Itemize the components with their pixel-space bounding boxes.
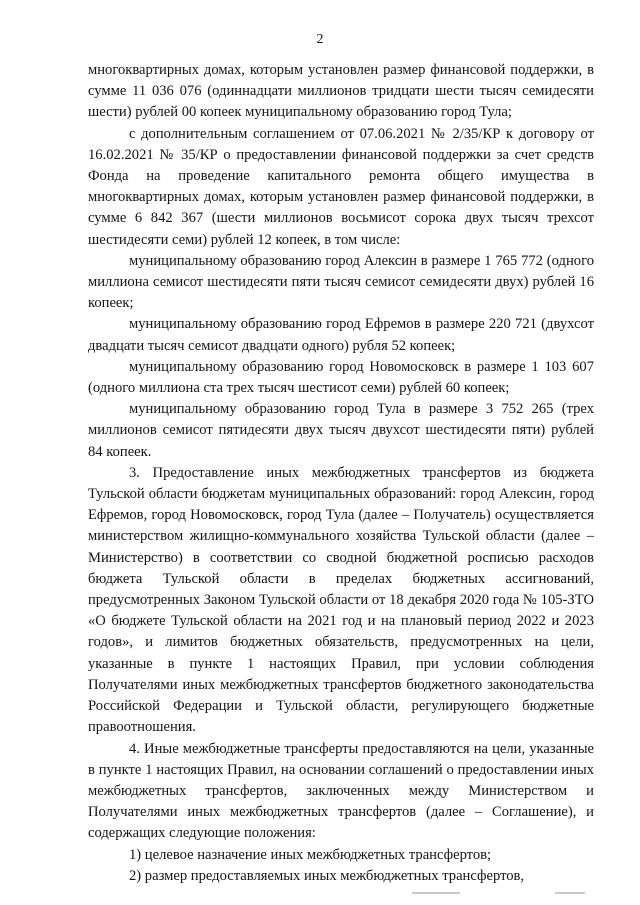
scan-smudge [555,892,585,894]
paragraph-tula: муниципальному образованию город Тула в размере 3 752 265 (трех миллионов семисот пятидесяти двух тысяч двухсот шестидесяти пяти) рублей 84 копеек. [88,401,594,460]
list-item-2: 2) размер предоставляемых иных межбюджетных трансфертов, [129,867,525,884]
paragraph-clause-3: 3. Предоставление иных межбюджетных трансфертов из бюджета Тульской области бюджетам муниципальных образований: город Алексин, город Ефремов, город Новомосковск, город Тула (далее – Получатель) осуществляется министерством жилищно-коммунального хозяйства Тульской области (далее – Министерство) в соответствии со сводной бюджетной росписью расходов бюджета Тульской области в пределах бюджетных ассигнований, предусмотренных Законом Тульской области от 18 декабря 2020 года № 105-ЗТО «О бюджете Тульской области на 2021 год и на плановый период 2022 и 2023 годов», и лимитов бюджетных обязательств, предусмотренных на цели, указанные в пункте 1 настоящих Правил, при условии соблюдения Получателями иных межбюджетных трансфертов бюджетного законодательства Российской Федерации и Тульской области, регулирующего бюджетные правоотношения. [88,464,594,736]
paragraph-supplementary-agreement: с дополнительным соглашением от 07.06.2021 № 2/35/КР к договору от 16.02.2021 № 35/КР о предоставлении финансовой поддержки за счет средств Фонда на проведение капитального ремонта общего имущества в многоквартирных домах, которым установлен размер финансовой поддержки, в сумме 6 842 367 (шести миллионов восьмисот сорока двух тысяч трехсот шестидесяти семи) рублей 12 копеек, в том числе: [88,125,594,248]
paragraph-aleksin: муниципальному образованию город Алексин в размере 1 765 772 (одного миллиона семисот шестидесяти пяти тысяч семисот семидесяти двух) рублей 16 копеек; [88,252,594,312]
paragraph-novomoskovsk: муниципальному образованию город Новомосковск в размере 1 103 607 (одного миллиона ста трех тысяч шестисот семи) рублей 60 копеек; [88,358,594,397]
scan-smudge [412,892,460,894]
document-body [88,60,594,887]
page-number: 2 [316,32,324,47]
paragraph-continuation: многоквартирных домах, которым установлен размер финансовой поддержки, в сумме 11 036 076 (одиннадцати миллионов тридцати шести тысяч семидесяти шести) рублей 00 копеек муниципальному образованию город Тула; [88,62,594,121]
paragraph-clause-4: 4. Иные межбюджетные трансферты предоставляются на цели, указанные в пункте 1 настоящих Правил, на основании соглашений о предоставлении иных межбюджетных трансфертов, заключенных между Министерством и Получателями иных межбюджетных трансфертов (далее – Соглашение), и содержащих следующие положения: [88,740,594,842]
list-item-1: 1) целевое назначение иных межбюджетных трансфертов; [129,846,492,863]
paragraph-efremov: муниципальному образованию город Ефремов в размере 220 721 (двухсот двадцати тысяч семисот двадцати одного) рубля 52 копеек; [88,316,594,354]
